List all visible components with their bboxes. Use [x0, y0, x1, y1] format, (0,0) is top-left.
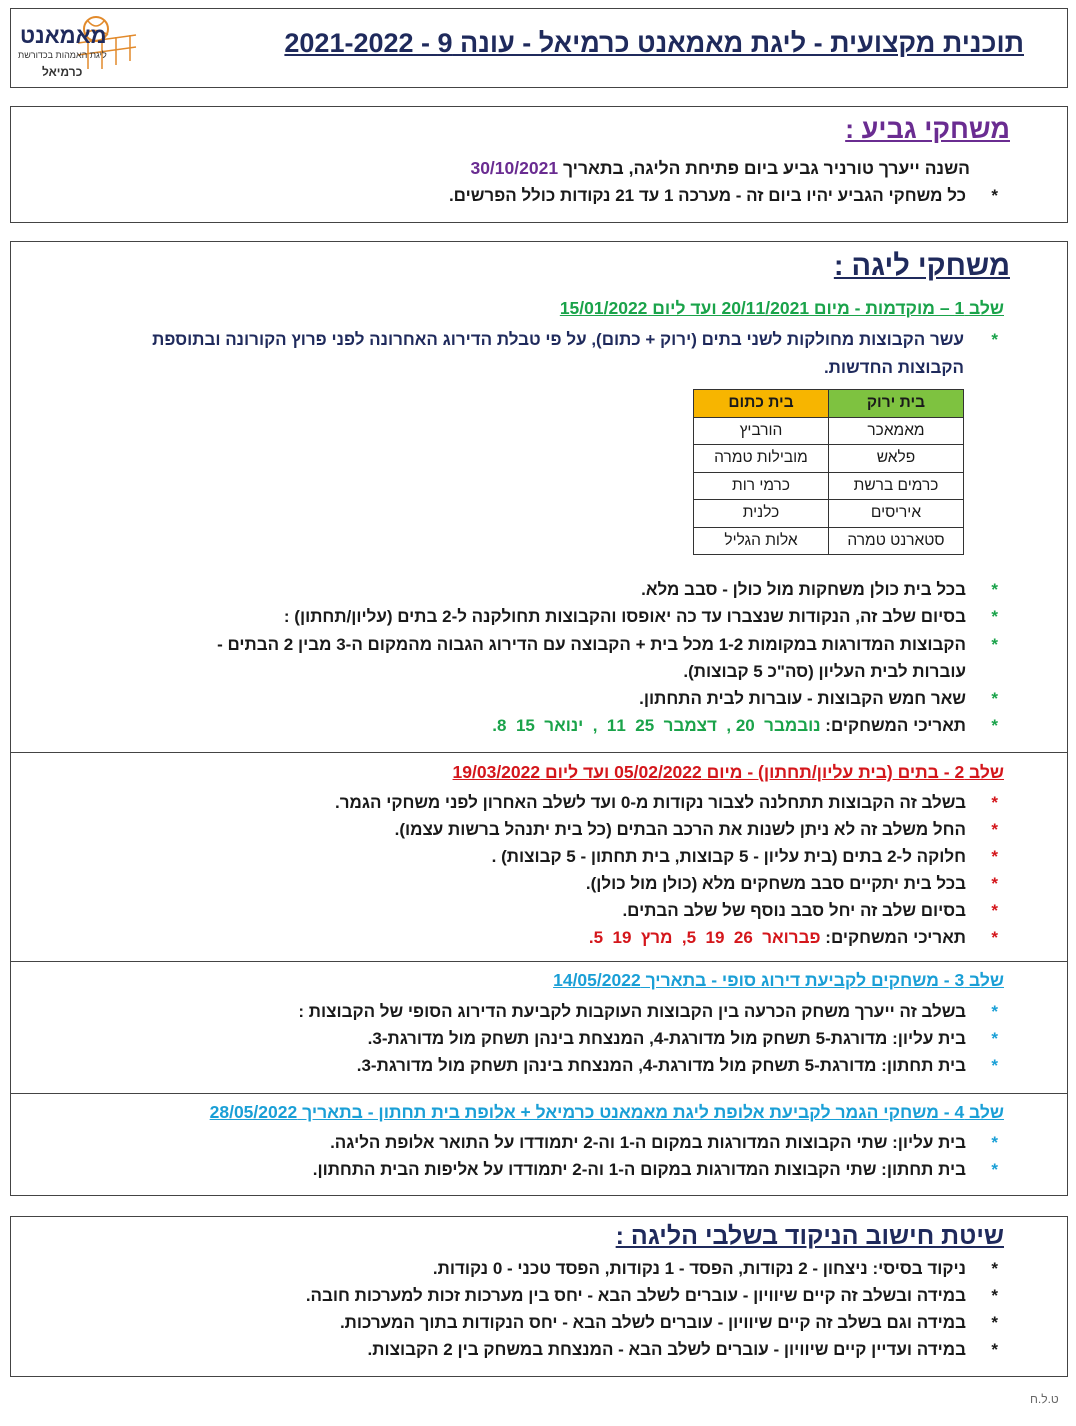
bullet-icon: * — [991, 793, 998, 812]
bullet-icon: * — [991, 716, 998, 735]
orange-house-header: בית כתום — [694, 390, 829, 418]
cup-intro-text: השנה ייערך טורניר גביע ביום פתיחת הליגה, בתאריך — [562, 158, 970, 178]
bullet-icon: * — [991, 689, 998, 708]
divider — [10, 752, 1068, 753]
bullet-icon: * — [991, 580, 998, 599]
bullet-icon: * — [991, 874, 998, 893]
logo-text: מאמאנט — [20, 23, 107, 48]
bullet-icon: * — [991, 1029, 998, 1048]
bullet-icon: * — [991, 820, 998, 839]
bullet-icon: * — [991, 1160, 998, 1179]
bullet-icon: * — [991, 1056, 998, 1075]
bullet-icon: * — [991, 847, 998, 866]
bullet-icon: * — [991, 901, 998, 920]
table-cell: כרמים ברשת — [829, 472, 964, 500]
table-cell: כלנית — [694, 500, 829, 528]
cup-heading: משחקי גביע : — [845, 114, 1010, 144]
table-cell: איריסים — [829, 500, 964, 528]
stage1-dates-values: נובמבר 20 , דצמבר 25 11 , ינואר 15 8. — [492, 716, 821, 735]
stage2-dates-values: פברואר 26 19 5, מרץ 19 5. — [588, 928, 821, 947]
bullet-icon: * — [991, 330, 998, 349]
table-cell: הורביץ — [694, 417, 829, 445]
logo-city: כרמיאל — [42, 65, 83, 79]
dates-label: תאריכי המשחקים: — [825, 928, 966, 947]
stage1-heading: שלב 1 – מוקדמות - מיום 20/11/2021 ועד ליום 15/01/2022 — [559, 298, 1004, 318]
league-heading: משחקי ליגה : — [833, 250, 1010, 282]
bullet-icon: * — [991, 1340, 998, 1359]
footer-initials: ט.ל.ח — [1030, 1392, 1059, 1406]
divider — [10, 1093, 1068, 1094]
table-cell: פלאש — [829, 445, 964, 473]
table-cell: אלות הגליל — [694, 527, 829, 555]
bullet-icon: * — [991, 1313, 998, 1332]
logo — [18, 13, 138, 83]
logo-subtitle: ליגת האמהות בכדורשת — [18, 50, 107, 60]
bullet-icon: * — [991, 607, 998, 626]
bullet-icon: * — [991, 1259, 998, 1278]
page-title: תוכנית מקצועית - ליגת מאמאנט כרמיאל - עונה 9 - 2021-2022 — [284, 28, 1024, 58]
houses-table — [693, 389, 964, 555]
table-cell: מאמאכר — [829, 417, 964, 445]
stage3-heading: שלב 3 - משחקים לקביעת דירוג סופי - בתאריך 14/05/2022 — [553, 970, 1004, 990]
stage4-heading: שלב 4 - משחקי הגמר לקביעת אלופת ליגת מאמאנט כרמיאל + אלופת בית תחתון - בתאריך 28/05/2022 — [209, 1102, 1004, 1122]
bullet-icon: * — [991, 1133, 998, 1152]
bullet-icon: * — [991, 928, 998, 947]
dates-label: תאריכי המשחקים: — [825, 716, 966, 735]
bullet-icon: * — [991, 186, 998, 205]
table-cell: כרמי רות — [694, 472, 829, 500]
cup-intro-date: 30/10/2021 — [470, 158, 559, 178]
dates-line — [589, 928, 966, 948]
bullet-icon: * — [991, 1286, 998, 1305]
table-cell: מובילות טמרה — [694, 445, 829, 473]
green-house-header: בית ירוק — [829, 390, 964, 418]
divider — [10, 961, 1068, 962]
table-cell: סטארנט טמרה — [829, 527, 964, 555]
scoring-heading: שיטת חישוב הניקוד בשלבי הליגה : — [615, 1222, 1004, 1250]
bullet-icon: * — [991, 635, 998, 654]
stage2-heading: שלב 2 - בתים (בית עליון/תחתון) - מיום 05/02/2022 ועד ליום 19/03/2022 — [452, 762, 1004, 782]
bullet-icon: * — [991, 1002, 998, 1021]
cup-intro — [470, 158, 970, 179]
dates-line — [492, 716, 966, 736]
